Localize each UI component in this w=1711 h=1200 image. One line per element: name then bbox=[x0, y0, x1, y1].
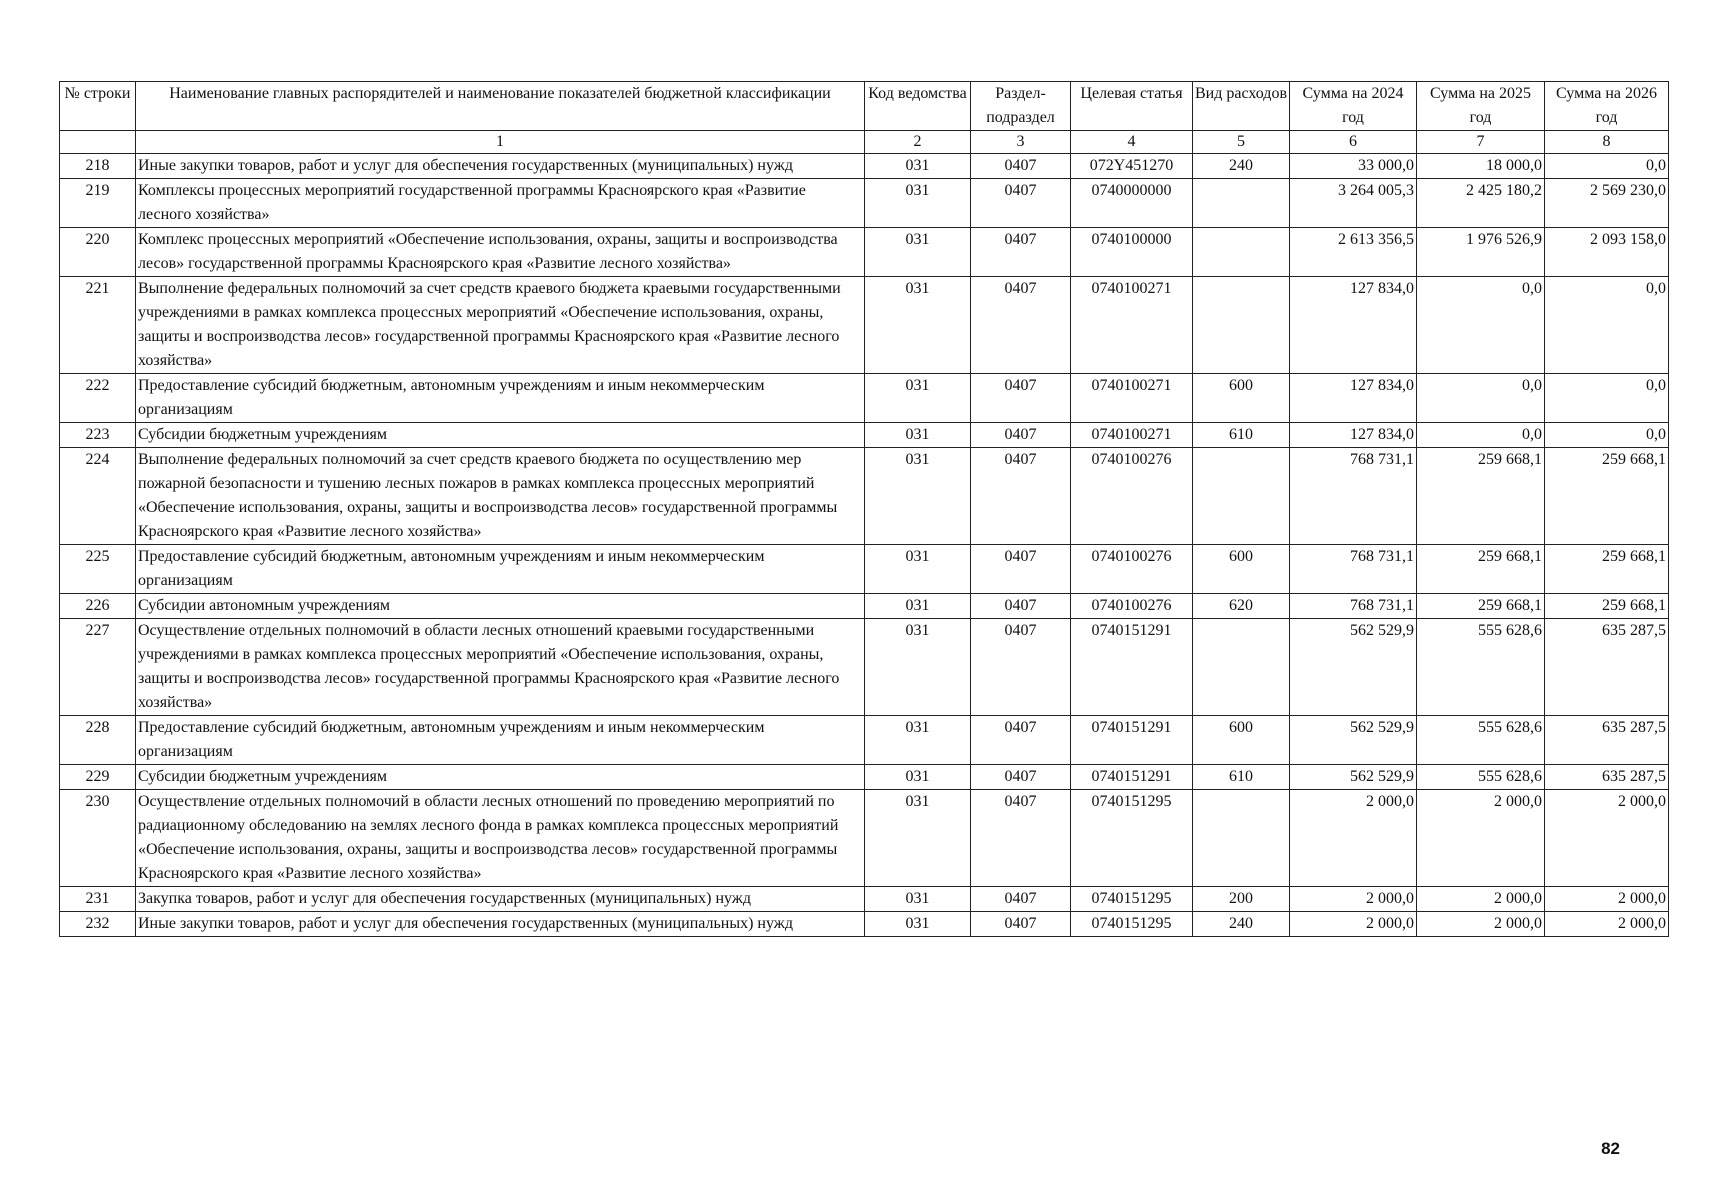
row-sum-2025: 18 000,0 bbox=[1417, 154, 1545, 179]
row-name: Закупка товаров, работ и услуг для обеспечения государственных (муниципальных) нужд bbox=[136, 887, 865, 912]
row-section: 0407 bbox=[971, 765, 1071, 790]
row-sum-2025: 2 000,0 bbox=[1417, 912, 1545, 937]
page-number: 82 bbox=[1601, 1139, 1620, 1158]
row-sum-2026: 2 000,0 bbox=[1545, 912, 1669, 937]
row-dept-code: 031 bbox=[865, 154, 971, 179]
row-target-article: 0740100271 bbox=[1071, 423, 1193, 448]
table-row bbox=[60, 545, 1669, 594]
row-number: 220 bbox=[60, 228, 136, 277]
row-sum-2024: 2 000,0 bbox=[1290, 790, 1417, 887]
row-target-article: 0740151291 bbox=[1071, 765, 1193, 790]
row-dept-code: 031 bbox=[865, 179, 971, 228]
row-expense-type bbox=[1193, 448, 1290, 545]
row-name: Предоставление субсидий бюджетным, автономным учреждениям и иным некоммерческим организациям bbox=[136, 545, 865, 594]
row-section: 0407 bbox=[971, 790, 1071, 887]
row-expense-type bbox=[1193, 228, 1290, 277]
column-number: 2 bbox=[865, 131, 971, 154]
row-section: 0407 bbox=[971, 545, 1071, 594]
table-row bbox=[60, 790, 1669, 887]
header-sum-2024: Сумма на 2024 год bbox=[1290, 82, 1417, 131]
row-sum-2025: 259 668,1 bbox=[1417, 448, 1545, 545]
row-expense-type bbox=[1193, 790, 1290, 887]
row-dept-code: 031 bbox=[865, 887, 971, 912]
row-target-article: 072Y451270 bbox=[1071, 154, 1193, 179]
row-sum-2024: 768 731,1 bbox=[1290, 448, 1417, 545]
row-sum-2026: 2 569 230,0 bbox=[1545, 179, 1669, 228]
row-sum-2026: 2 093 158,0 bbox=[1545, 228, 1669, 277]
row-dept-code: 031 bbox=[865, 790, 971, 887]
header-row bbox=[60, 82, 1669, 131]
row-expense-type: 240 bbox=[1193, 154, 1290, 179]
row-name: Комплекс процессных мероприятий «Обеспечение использования, охраны, защиты и воспроизводства лесов» государственной программы Красноярского края «Развитие лесного хозяйства» bbox=[136, 228, 865, 277]
row-dept-code: 031 bbox=[865, 448, 971, 545]
row-name: Выполнение федеральных полномочий за счет средств краевого бюджета по осуществлению мер пожарной безопасности и тушению лесных пожаров в рамках комплекса процессных мероприятий «Обеспечение использования, охраны, защиты и воспроизводства лесов» государственной программы Красноярского края «Развитие лесного хозяйства» bbox=[136, 448, 865, 545]
header-sum-2025: Сумма на 2025 год bbox=[1417, 82, 1545, 131]
column-number-row bbox=[60, 131, 1669, 154]
row-sum-2024: 3 264 005,3 bbox=[1290, 179, 1417, 228]
row-sum-2024: 768 731,1 bbox=[1290, 545, 1417, 594]
row-target-article: 0740000000 bbox=[1071, 179, 1193, 228]
table-row bbox=[60, 887, 1669, 912]
row-sum-2026: 635 287,5 bbox=[1545, 765, 1669, 790]
row-sum-2025: 555 628,6 bbox=[1417, 716, 1545, 765]
row-sum-2026: 2 000,0 bbox=[1545, 790, 1669, 887]
row-target-article: 0740100271 bbox=[1071, 374, 1193, 423]
row-number: 226 bbox=[60, 594, 136, 619]
row-number: 219 bbox=[60, 179, 136, 228]
header-code: Код ведомства bbox=[865, 82, 971, 131]
row-name: Субсидии бюджетным учреждениям bbox=[136, 765, 865, 790]
table-row bbox=[60, 154, 1669, 179]
row-sum-2025: 0,0 bbox=[1417, 423, 1545, 448]
row-section: 0407 bbox=[971, 619, 1071, 716]
row-sum-2026: 635 287,5 bbox=[1545, 619, 1669, 716]
row-sum-2025: 0,0 bbox=[1417, 277, 1545, 374]
row-expense-type: 610 bbox=[1193, 423, 1290, 448]
row-section: 0407 bbox=[971, 594, 1071, 619]
row-target-article: 0740151291 bbox=[1071, 716, 1193, 765]
row-sum-2026: 259 668,1 bbox=[1545, 545, 1669, 594]
row-sum-2024: 2 000,0 bbox=[1290, 887, 1417, 912]
row-sum-2025: 2 000,0 bbox=[1417, 887, 1545, 912]
row-target-article: 0740151295 bbox=[1071, 912, 1193, 937]
row-section: 0407 bbox=[971, 716, 1071, 765]
row-name: Предоставление субсидий бюджетным, автономным учреждениям и иным некоммерческим организациям bbox=[136, 374, 865, 423]
header-sum-2026: Сумма на 2026 год bbox=[1545, 82, 1669, 131]
row-name: Субсидии автономным учреждениям bbox=[136, 594, 865, 619]
row-name: Выполнение федеральных полномочий за счет средств краевого бюджета краевыми государственными учреждениями в рамках комплекса процессных мероприятий «Обеспечение использования, охраны, защиты и воспроизводства лесов» государственной программы Красноярского края «Развитие лесного хозяйства» bbox=[136, 277, 865, 374]
row-sum-2025: 259 668,1 bbox=[1417, 594, 1545, 619]
row-sum-2026: 0,0 bbox=[1545, 277, 1669, 374]
row-target-article: 0740151295 bbox=[1071, 887, 1193, 912]
row-sum-2025: 2 000,0 bbox=[1417, 790, 1545, 887]
row-number: 230 bbox=[60, 790, 136, 887]
row-section: 0407 bbox=[971, 887, 1071, 912]
row-sum-2026: 635 287,5 bbox=[1545, 716, 1669, 765]
row-dept-code: 031 bbox=[865, 277, 971, 374]
header-num: № строки bbox=[60, 82, 136, 131]
row-sum-2025: 555 628,6 bbox=[1417, 765, 1545, 790]
row-target-article: 0740100271 bbox=[1071, 277, 1193, 374]
table-row bbox=[60, 228, 1669, 277]
table-row bbox=[60, 619, 1669, 716]
row-sum-2025: 0,0 bbox=[1417, 374, 1545, 423]
row-section: 0407 bbox=[971, 154, 1071, 179]
row-target-article: 0740100276 bbox=[1071, 448, 1193, 545]
row-dept-code: 031 bbox=[865, 374, 971, 423]
table-row bbox=[60, 912, 1669, 937]
row-sum-2024: 127 834,0 bbox=[1290, 374, 1417, 423]
column-number: 6 bbox=[1290, 131, 1417, 154]
row-sum-2026: 259 668,1 bbox=[1545, 594, 1669, 619]
row-dept-code: 031 bbox=[865, 716, 971, 765]
table-row bbox=[60, 716, 1669, 765]
row-number: 218 bbox=[60, 154, 136, 179]
row-target-article: 0740100276 bbox=[1071, 545, 1193, 594]
row-sum-2026: 2 000,0 bbox=[1545, 887, 1669, 912]
table-row bbox=[60, 765, 1669, 790]
row-sum-2026: 0,0 bbox=[1545, 154, 1669, 179]
row-name: Комплексы процессных мероприятий государственной программы Красноярского края «Развитие лесного хозяйства» bbox=[136, 179, 865, 228]
table-row bbox=[60, 374, 1669, 423]
row-sum-2024: 2 000,0 bbox=[1290, 912, 1417, 937]
header-section: Раздел-подраздел bbox=[971, 82, 1071, 131]
row-dept-code: 031 bbox=[865, 423, 971, 448]
column-number bbox=[60, 131, 136, 154]
row-number: 227 bbox=[60, 619, 136, 716]
budget-table bbox=[59, 81, 1669, 937]
table-row bbox=[60, 594, 1669, 619]
row-number: 228 bbox=[60, 716, 136, 765]
row-expense-type bbox=[1193, 619, 1290, 716]
row-expense-type: 620 bbox=[1193, 594, 1290, 619]
row-number: 223 bbox=[60, 423, 136, 448]
row-section: 0407 bbox=[971, 374, 1071, 423]
row-target-article: 0740100000 bbox=[1071, 228, 1193, 277]
row-name: Субсидии бюджетным учреждениям bbox=[136, 423, 865, 448]
row-name: Осуществление отдельных полномочий в области лесных отношений по проведению мероприятий по радиационному обследованию на землях лесного фонда в рамках комплекса процессных мероприятий «Обеспечение использования, охраны, защиты и воспроизводства лесов» государственной программы Красноярского края «Развитие лесного хозяйства» bbox=[136, 790, 865, 887]
row-sum-2024: 127 834,0 bbox=[1290, 423, 1417, 448]
row-sum-2025: 555 628,6 bbox=[1417, 619, 1545, 716]
row-expense-type bbox=[1193, 277, 1290, 374]
row-sum-2025: 1 976 526,9 bbox=[1417, 228, 1545, 277]
row-number: 231 bbox=[60, 887, 136, 912]
column-number: 8 bbox=[1545, 131, 1669, 154]
row-sum-2026: 0,0 bbox=[1545, 374, 1669, 423]
row-section: 0407 bbox=[971, 448, 1071, 545]
row-sum-2024: 2 613 356,5 bbox=[1290, 228, 1417, 277]
table-row bbox=[60, 277, 1669, 374]
row-name: Иные закупки товаров, работ и услуг для обеспечения государственных (муниципальных) нужд bbox=[136, 154, 865, 179]
row-section: 0407 bbox=[971, 228, 1071, 277]
row-section: 0407 bbox=[971, 912, 1071, 937]
row-dept-code: 031 bbox=[865, 545, 971, 594]
header-target: Целевая статья bbox=[1071, 82, 1193, 131]
column-number: 1 bbox=[136, 131, 865, 154]
row-expense-type: 610 bbox=[1193, 765, 1290, 790]
row-expense-type: 240 bbox=[1193, 912, 1290, 937]
row-sum-2025: 2 425 180,2 bbox=[1417, 179, 1545, 228]
header-vid: Вид расходов bbox=[1193, 82, 1290, 131]
row-number: 232 bbox=[60, 912, 136, 937]
row-expense-type: 600 bbox=[1193, 545, 1290, 594]
row-sum-2024: 562 529,9 bbox=[1290, 619, 1417, 716]
column-number: 7 bbox=[1417, 131, 1545, 154]
row-sum-2025: 259 668,1 bbox=[1417, 545, 1545, 594]
row-number: 221 bbox=[60, 277, 136, 374]
row-dept-code: 031 bbox=[865, 594, 971, 619]
row-sum-2026: 259 668,1 bbox=[1545, 448, 1669, 545]
row-target-article: 0740151291 bbox=[1071, 619, 1193, 716]
row-sum-2024: 768 731,1 bbox=[1290, 594, 1417, 619]
row-sum-2024: 127 834,0 bbox=[1290, 277, 1417, 374]
row-sum-2024: 562 529,9 bbox=[1290, 765, 1417, 790]
row-number: 229 bbox=[60, 765, 136, 790]
row-expense-type: 600 bbox=[1193, 716, 1290, 765]
row-number: 222 bbox=[60, 374, 136, 423]
row-section: 0407 bbox=[971, 423, 1071, 448]
row-sum-2024: 562 529,9 bbox=[1290, 716, 1417, 765]
table-row bbox=[60, 179, 1669, 228]
column-number: 4 bbox=[1071, 131, 1193, 154]
row-name: Осуществление отдельных полномочий в области лесных отношений краевыми государственными учреждениями в рамках комплекса процессных мероприятий «Обеспечение использования, охраны, защиты и воспроизводства лесов» государственной программы Красноярского края «Развитие лесного хозяйства» bbox=[136, 619, 865, 716]
column-number: 5 bbox=[1193, 131, 1290, 154]
row-target-article: 0740151295 bbox=[1071, 790, 1193, 887]
column-number: 3 bbox=[971, 131, 1071, 154]
table-body bbox=[60, 154, 1669, 937]
row-dept-code: 031 bbox=[865, 765, 971, 790]
row-name: Предоставление субсидий бюджетным, автономным учреждениям и иным некоммерческим организациям bbox=[136, 716, 865, 765]
header-name: Наименование главных распорядителей и наименование показателей бюджетной классификации bbox=[136, 82, 865, 131]
row-section: 0407 bbox=[971, 179, 1071, 228]
row-dept-code: 031 bbox=[865, 912, 971, 937]
row-dept-code: 031 bbox=[865, 619, 971, 716]
row-number: 225 bbox=[60, 545, 136, 594]
row-target-article: 0740100276 bbox=[1071, 594, 1193, 619]
row-number: 224 bbox=[60, 448, 136, 545]
row-expense-type: 600 bbox=[1193, 374, 1290, 423]
row-sum-2024: 33 000,0 bbox=[1290, 154, 1417, 179]
row-name: Иные закупки товаров, работ и услуг для обеспечения государственных (муниципальных) нужд bbox=[136, 912, 865, 937]
table-row bbox=[60, 448, 1669, 545]
row-sum-2026: 0,0 bbox=[1545, 423, 1669, 448]
row-section: 0407 bbox=[971, 277, 1071, 374]
table-row bbox=[60, 423, 1669, 448]
row-expense-type: 200 bbox=[1193, 887, 1290, 912]
row-dept-code: 031 bbox=[865, 228, 971, 277]
row-expense-type bbox=[1193, 179, 1290, 228]
